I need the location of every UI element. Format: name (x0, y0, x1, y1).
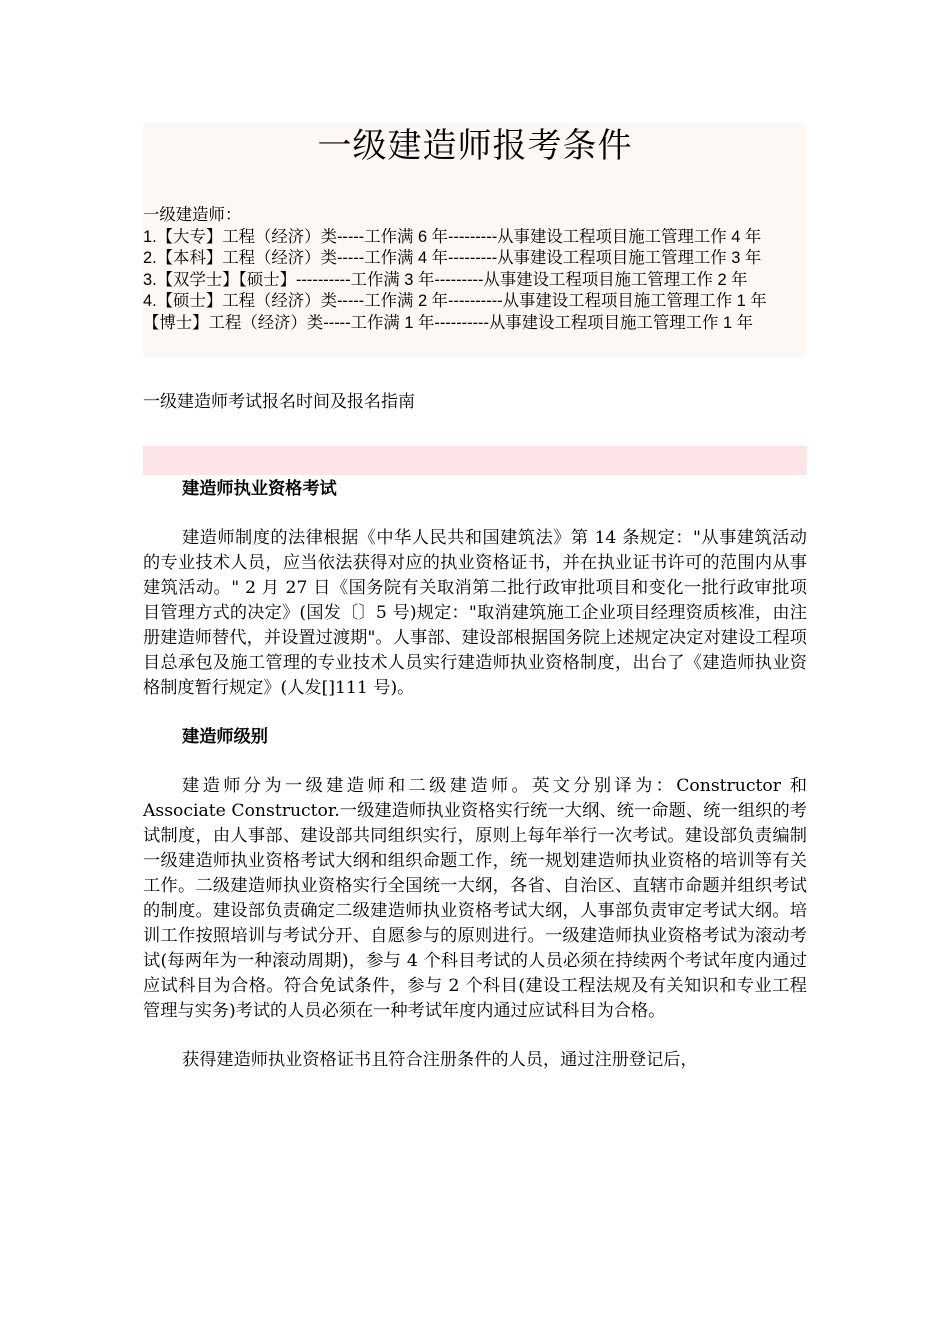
condition-item: 3.【双学士】【硕士】----------工作满 3 年---------从事建设工程项目施工管理工作 2 年 (143, 270, 748, 289)
section-paragraph-levels: 建造师分为一级建造师和二级建造师。英文分别译为：Constructor 和 Associate Constructor.一级建造师执业资格实行统一大纲、统一命题、统一组织的考试制度，由人事部、建设部共同组织实行，原则上每年举行一次考试。建设部负责编制一级建造师执业资格考试大纲和组织命题工作，统一规划建造师执业资格的培训等有关工作。二级建造师执业资格实行全国统一大纲，各省、自治区、直辖市命题并组织考试的制度。建设部负责确定二级建造师执业资格考试大纲，人事部负责审定考试大纲。培训工作按照培训与考试分开、自愿参与的原则进行。一级建造师执业资格考试为滚动考试(每两年为一种滚动周期)，参与 4 个科目考试的人员必须在持续两个考试年度内通过应试科目为合格。符合免试条件，参与 2 个科目(建设工程法规及有关知识和专业工程管理与实务)考试的人员必须在一种考试年度内通过应试科目为合格。 (143, 775, 807, 1021)
section-paragraph-registration: 获得建造师执业资格证书且符合注册条件的人员，通过注册登记后， (182, 1049, 698, 1070)
condition-item: 1.【大专】工程（经济）类-----工作满 6 年---------从事建设工程项目施工管理工作 4 年 (143, 227, 762, 246)
guide-heading: 一级建造师考试报名时间及报名指南 (143, 391, 415, 411)
section-paragraph-exam: 建造师制度的法律根据《中华人民共和国建筑法》第 14 条规定："从事建筑活动的专业技术人员，应当依法获得对应的执业资格证书，并在执业证书许可的范围内从事建筑活动。" 2 月 27 日《国务院有关取消第二批行政审批项目和变化一批行政审批项目管理方式的决定》(国发〔〕5 号)规定："取消建筑施工企业项目经理资质核准，由注册建造师替代，并设置过渡期"。人事部、建设部根据国务院上述规定决定对建设工程项目总承包及施工管理的专业技术人员实行建造师执业资格制度，出台了《建造师执业资格制度暂行规定》(人发[]111 号)。 (143, 527, 807, 698)
condition-item: 2.【本科】工程（经济）类-----工作满 4 年---------从事建设工程项目施工管理工作 3 年 (143, 249, 762, 268)
document-page (143, 123, 807, 1073)
section-heading-levels: 建造师级别 (182, 726, 268, 747)
section-heading-exam: 建造师执业资格考试 (182, 478, 337, 499)
conditions-intro: 一级建造师： (143, 206, 242, 224)
condition-item: 【博士】工程（经济）类-----工作满 1 年----------从事建设工程项目施工管理工作 1 年 (143, 313, 754, 332)
conditions-list (143, 205, 807, 335)
conditions-box (143, 123, 807, 357)
document-title: 一级建造师报考条件 (317, 126, 633, 166)
decorative-bar (143, 446, 807, 475)
condition-item: 4.【硕士】工程（经济）类-----工作满 2 年----------从事建设工程项目施工管理工作 1 年 (143, 292, 767, 311)
article-body (143, 477, 807, 1073)
